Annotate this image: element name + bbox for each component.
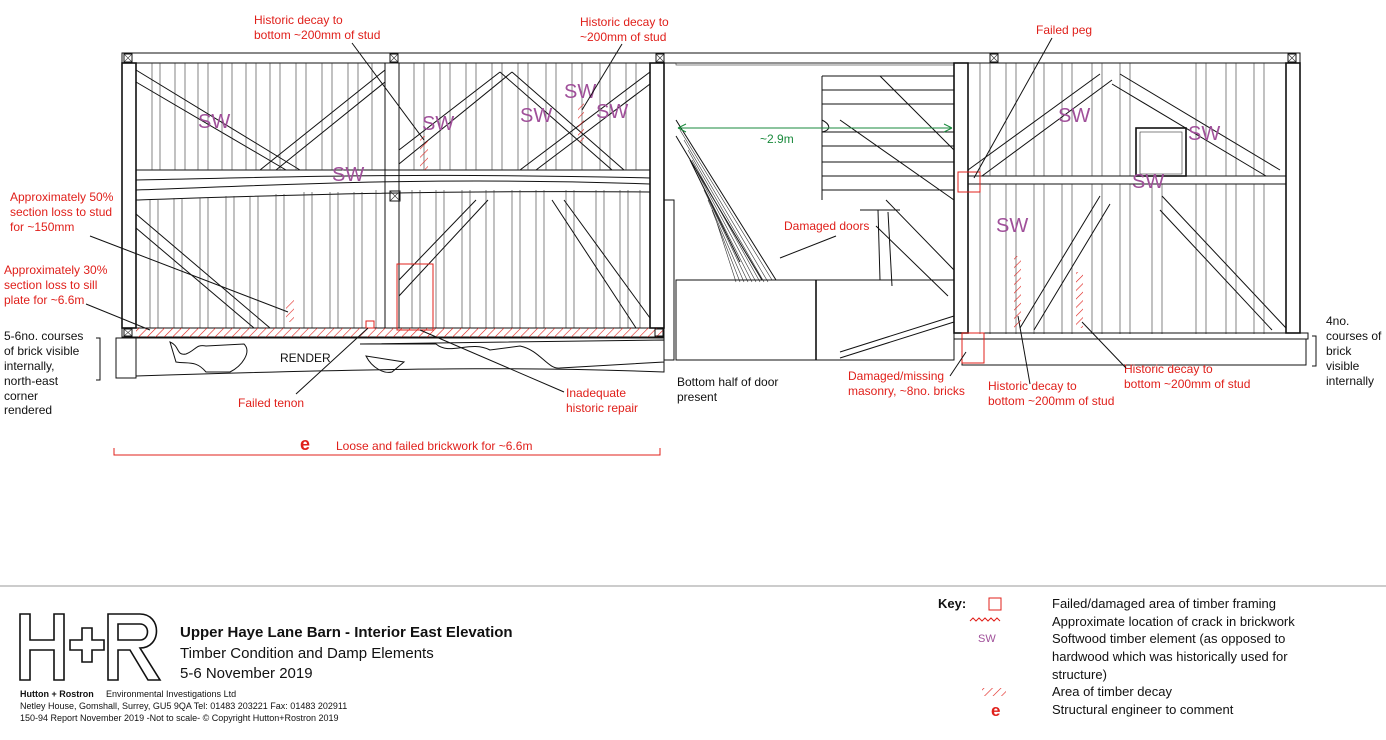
svg-text:bottom ~200mm of stud: bottom ~200mm of stud bbox=[988, 394, 1115, 408]
svg-text:SW: SW bbox=[1058, 105, 1091, 127]
annotation-courses-left bbox=[4, 329, 100, 417]
damaged-masonry-square bbox=[962, 333, 984, 363]
annotation-damaged-masonry bbox=[848, 352, 966, 398]
svg-text:SW: SW bbox=[996, 215, 1029, 237]
drawing-reference: 150-94 Report November 2019 -Not to scale- © Copyright Hutton+Rostron 2019 bbox=[20, 713, 339, 723]
key-label: Softwood timber element (as opposed to bbox=[1052, 631, 1286, 646]
svg-text:brick: brick bbox=[1326, 344, 1352, 358]
stud-decay-hatch bbox=[420, 136, 428, 170]
mesh-gate bbox=[676, 280, 954, 360]
svg-text:~200mm of stud: ~200mm of stud bbox=[580, 30, 667, 44]
annotation-damaged-doors bbox=[780, 219, 869, 258]
key-hatch-icon bbox=[982, 688, 1006, 696]
svg-text:section loss to sill: section loss to sill bbox=[4, 278, 98, 292]
key-label: hardwood which was historically used for bbox=[1052, 649, 1288, 664]
svg-text:Damaged/missing: Damaged/missing bbox=[848, 369, 945, 383]
svg-text:SW: SW bbox=[564, 81, 597, 103]
company-address: Netley House, Gomshall, Surrey, GU5 9QA Tel: 01483 203221 Fax: 01483 202911 bbox=[20, 701, 348, 711]
svg-text:Approximately 30%: Approximately 30% bbox=[4, 263, 108, 277]
key-label: structure) bbox=[1052, 667, 1107, 682]
svg-text:4no.: 4no. bbox=[1326, 314, 1350, 328]
svg-text:bottom ~200mm of stud: bottom ~200mm of stud bbox=[1124, 377, 1251, 391]
key-e-icon: e bbox=[991, 701, 1001, 720]
svg-text:Historic decay to: Historic decay to bbox=[254, 13, 343, 27]
svg-text:Failed peg: Failed peg bbox=[1036, 23, 1093, 37]
svg-text:SW: SW bbox=[1188, 123, 1221, 145]
render-label: RENDER bbox=[280, 351, 331, 365]
svg-text:courses of: courses of bbox=[1326, 329, 1382, 343]
svg-text:SW: SW bbox=[596, 101, 629, 123]
annotation-decay-right-bottom-2 bbox=[1082, 322, 1250, 391]
key-label: Area of timber decay bbox=[1052, 684, 1172, 699]
svg-text:SW: SW bbox=[422, 113, 455, 135]
svg-text:Historic decay to: Historic decay to bbox=[1124, 362, 1213, 376]
engineer-e-symbol: e bbox=[300, 434, 311, 454]
svg-text:north-east: north-east bbox=[4, 374, 59, 388]
stud-decay-hatch bbox=[286, 300, 294, 322]
right-frame bbox=[954, 63, 1308, 365]
svg-text:Historic decay to: Historic decay to bbox=[988, 379, 1077, 393]
key-heading: Key: bbox=[938, 596, 967, 611]
key-label: Failed/damaged area of timber framing bbox=[1052, 596, 1277, 611]
svg-text:of brick visible: of brick visible bbox=[4, 344, 80, 358]
company-name: Hutton + Rostron bbox=[20, 689, 94, 699]
svg-text:section loss to stud: section loss to stud bbox=[10, 205, 113, 219]
annotation-bottom-half-door bbox=[677, 375, 778, 404]
svg-text:rendered: rendered bbox=[4, 403, 53, 417]
width-dimension-label: ~2.9m bbox=[760, 132, 794, 146]
door-bay bbox=[664, 63, 954, 360]
svg-text:Bottom half of door: Bottom half of door bbox=[677, 375, 779, 389]
key-sw-icon: SW bbox=[978, 633, 996, 645]
key-zigzag-icon bbox=[970, 618, 1000, 621]
drawing-title: Upper Haye Lane Barn - Interior East Elevation bbox=[180, 624, 513, 641]
failed-peg-square bbox=[958, 172, 980, 192]
svg-text:internally: internally bbox=[1326, 374, 1375, 388]
svg-text:corner: corner bbox=[4, 389, 39, 403]
key-legend bbox=[938, 596, 1295, 720]
svg-text:Historic decay to: Historic decay to bbox=[580, 15, 669, 29]
svg-text:Failed tenon: Failed tenon bbox=[238, 396, 305, 410]
key-label: Approximate location of crack in brickwork bbox=[1052, 614, 1295, 629]
company-desc: Environmental Investigations Ltd bbox=[106, 689, 237, 699]
svg-text:for ~150mm: for ~150mm bbox=[10, 220, 75, 234]
svg-text:internally,: internally, bbox=[4, 359, 55, 373]
svg-text:SW: SW bbox=[332, 164, 365, 186]
svg-text:SW: SW bbox=[198, 111, 231, 133]
annotation-loose-brickwork bbox=[114, 434, 660, 455]
annotation-failed-peg bbox=[974, 23, 1092, 178]
svg-text:masonry, ~8no. bricks: masonry, ~8no. bricks bbox=[848, 384, 965, 398]
damaged-area-square bbox=[397, 264, 433, 330]
key-label: Structural engineer to comment bbox=[1052, 702, 1234, 717]
annotation-decay-right-bottom-1 bbox=[988, 316, 1114, 408]
left-frame bbox=[116, 53, 1300, 378]
drawing-date: 5-6 November 2019 bbox=[180, 665, 313, 682]
svg-text:5-6no. courses: 5-6no. courses bbox=[4, 329, 84, 343]
annotation-section-loss-30 bbox=[4, 263, 150, 330]
svg-text:visible: visible bbox=[1326, 359, 1360, 373]
company-logo bbox=[20, 614, 160, 680]
svg-text:SW: SW bbox=[1132, 171, 1165, 193]
svg-text:SW: SW bbox=[520, 105, 553, 127]
key-square-icon bbox=[989, 598, 1001, 610]
softwood-labels bbox=[198, 81, 1220, 237]
svg-text:present: present bbox=[677, 390, 718, 404]
svg-text:bottom ~200mm of stud: bottom ~200mm of stud bbox=[254, 28, 381, 42]
annotation-failed-tenon bbox=[238, 328, 368, 410]
svg-text:Inadequate: Inadequate bbox=[566, 386, 627, 400]
svg-text:Approximately 50%: Approximately 50% bbox=[10, 190, 114, 204]
svg-text:plate for ~6.6m: plate for ~6.6m bbox=[4, 293, 85, 307]
svg-text:Loose and failed brickwork for: Loose and failed brickwork for ~6.6m bbox=[336, 439, 533, 453]
annotation-courses-right bbox=[1312, 314, 1382, 388]
sill-decay-hatch bbox=[136, 328, 664, 337]
svg-text:Damaged doors: Damaged doors bbox=[784, 219, 870, 233]
drawing-subtitle: Timber Condition and Damp Elements bbox=[180, 645, 434, 662]
svg-text:historic repair: historic repair bbox=[566, 401, 639, 415]
